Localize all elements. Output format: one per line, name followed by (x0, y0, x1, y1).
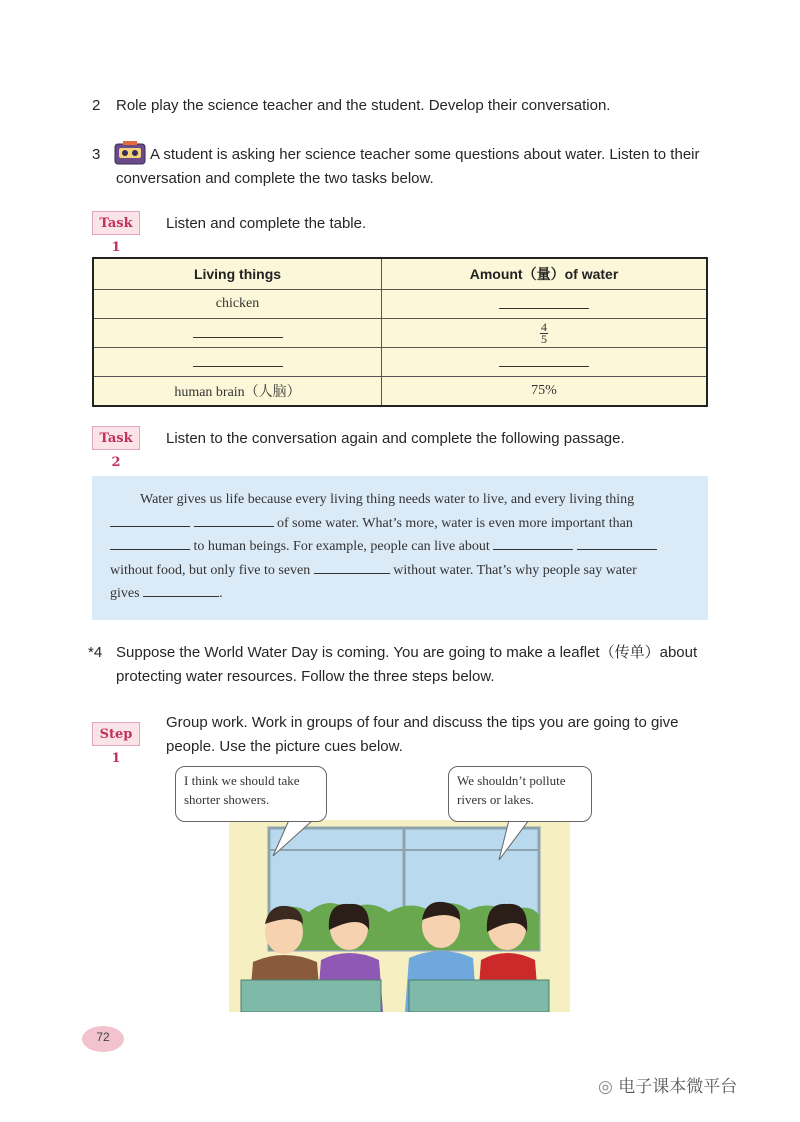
question-text: A student is asking her science teacher some questions about water. Listen to their conversation and complete the two tasks below. (116, 146, 700, 187)
passage-blank[interactable] (493, 535, 573, 550)
passage-blank[interactable] (110, 512, 190, 527)
question-text: Suppose the World Water Day is coming. You are going to make a leaflet（传单）about protecting water resources. Follow the three steps below. (116, 644, 698, 685)
answer-table (92, 257, 708, 407)
table-row (93, 290, 707, 319)
fraction (540, 319, 548, 346)
page-number: 72 (82, 1026, 124, 1052)
classroom-illustration (229, 820, 570, 1012)
table-cell: chicken (93, 290, 382, 319)
passage-line (110, 512, 690, 536)
fraction-numerator: 4 (541, 319, 547, 334)
fraction-denominator: 5 (541, 331, 547, 346)
speech-bubble-left: I think we should take shorter showers. (175, 766, 327, 822)
step-1-tag: Step 1 (92, 722, 140, 746)
task-2-instruction: Listen to the conversation again and complete the following passage. (166, 430, 625, 447)
passage-text: to human beings. For example, people can live about (193, 539, 490, 554)
passage-blank[interactable] (110, 535, 190, 550)
passage-line (110, 582, 690, 606)
table-row (93, 348, 707, 377)
passage-blank[interactable] (314, 559, 390, 574)
table-row (93, 319, 707, 348)
passage-blank[interactable] (194, 512, 274, 527)
speech-bubble-right: We shouldn’t pollute rivers or lakes. (448, 766, 592, 822)
passage-text: without water. That’s why people say water (393, 562, 637, 578)
column-header: Amount（量）of water (382, 258, 708, 290)
watermark-text: 电子课本微平台 (618, 1077, 738, 1097)
wechat-icon: ◎ (598, 1077, 619, 1097)
column-header: Living things (93, 258, 382, 290)
passage-text: without food, but only five to seven (110, 562, 311, 578)
passage-line (110, 535, 690, 559)
passage-blank[interactable] (577, 535, 657, 550)
passage-line: Water gives us life because every living thing needs water to live, and every living thing (140, 492, 635, 507)
watermark (598, 1072, 737, 1097)
answer-blank[interactable] (93, 319, 382, 348)
passage-box (92, 476, 708, 620)
task-1-instruction: Listen and complete the table. (166, 215, 367, 232)
table-cell: 75% (382, 377, 708, 407)
answer-blank[interactable] (382, 290, 708, 319)
question-text: Role play the science teacher and the student. Develop their conversation. (116, 97, 611, 114)
passage-text: . (219, 586, 223, 601)
question-number: 3 (92, 146, 101, 163)
passage-blank[interactable] (143, 582, 219, 597)
question-number: 2 (92, 97, 101, 114)
question-number: *4 (88, 644, 103, 661)
passage-line (110, 559, 690, 583)
passage-text: gives (110, 586, 140, 601)
task-2-tag: Task 2 (92, 426, 140, 450)
table-cell: human brain（人脑） (93, 377, 382, 407)
task-1-tag: Task 1 (92, 211, 140, 235)
answer-blank[interactable] (93, 348, 382, 377)
step-1-instruction: Group work. Work in groups of four and discuss the tips you are going to give people. Use the picture cues below. (166, 714, 679, 755)
table-cell (382, 319, 708, 348)
answer-blank[interactable] (382, 348, 708, 377)
table-row (93, 377, 707, 407)
table-header-row (93, 258, 707, 290)
passage-text: of some water. What’s more, water is even more important than (277, 515, 633, 531)
